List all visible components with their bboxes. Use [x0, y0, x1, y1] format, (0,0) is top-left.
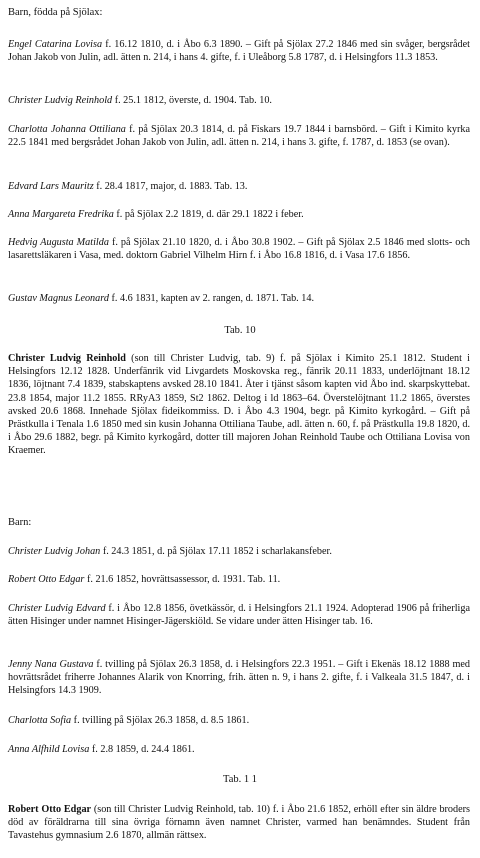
tab11-heading: Tab. 1 1	[223, 774, 257, 785]
child-name: Edvard Lars Mauritz	[8, 181, 94, 192]
tab10-heading: Tab. 10	[224, 325, 256, 336]
intro-heading: Barn, födda på Sjölax:	[8, 7, 103, 18]
child-text: f. 25.1 1812, överste, d. 1904. Tab. 10.	[112, 95, 272, 106]
child-name: Anna Alfhild Lovisa	[8, 744, 90, 755]
child-text: f. 24.3 1851, d. på Sjölax 17.11 1852 i scharlakansfeber.	[100, 546, 332, 557]
child-text: f. tvilling på Sjölax 26.3 1858, d. 8.5 1861.	[71, 715, 250, 726]
child-text: f. på Sjölax 20.3 1814, d. på Fiskars 19.7 1844 i barnsbörd. – Gift i Kimito kyrka 22.5 1841 med bergsrådet Johan Jakob von Julin, adl. ätten n. 214, i hans 3. gifte, f. 1787, d. 1853 (se ovan).	[8, 124, 470, 149]
child-entry-charlotta	[8, 123, 470, 149]
tab10-person-name: Christer Ludvig Reinhold	[8, 353, 126, 364]
tab10-child-entry	[8, 602, 470, 628]
child-name: Robert Otto Edgar	[8, 574, 85, 585]
tab11-entry	[8, 803, 470, 843]
child-entry-gustav	[8, 292, 470, 305]
child-name: Anna Margareta Fredrika	[8, 209, 114, 220]
child-text: f. 21.6 1852, hovrättsassessor, d. 1931. Tab. 11.	[84, 574, 281, 585]
tab11-body: (son till Christer Ludvig Reinhold, tab. 10) f. i Åbo 21.6 1852, erhöll efter sin äldre broders död av föräldrarna till sina övriga förnamn även namnet Christer, varmed han benämndes. Student från Tavastehus gymnasium 2.6 1870, allmän rättsex.	[8, 804, 470, 842]
child-name: Jenny Nana Gustava	[8, 659, 94, 670]
child-text: f. tvilling på Sjölax 26.3 1858, d. i Helsingfors 22.3 1951. – Gift i Ekenäs 18.12 1888 med hovrättsrådet friherre Johannes Alarik von Knorring, frih. ätten n. 9, i hans 2. gifte, f. i Valkeala 31.5 1847, d. i Helsingfors 14.3 1909.	[8, 659, 470, 697]
child-text: f. i Åbo 12.8 1856, övetkässör, d. i Helsingfors 21.1 1924. Adopterad 1906 på friherliga ätten Hisinger under namnet Hisinger-Jägerskiöld. Se vidare under ätten Hisinger tab. 16.	[8, 603, 470, 628]
child-text: f. 4.6 1831, kapten av 2. rangen, d. 1871. Tab. 14.	[108, 293, 315, 304]
tab10-child-entry	[8, 743, 470, 756]
child-entry-engel	[8, 38, 470, 64]
child-text: f. 28.4 1817, major, d. 1883. Tab. 13.	[93, 181, 248, 192]
child-text: f. 16.12 1810, d. i Åbo 6.3 1890. – Gift på Sjölax 27.2 1846 med sin svåger, bergsrådet Johan Jakob von Julin, adl. ätten n. 214, i hans 4. gifte, f. i Uleåborg 5.8 1787, d. i Helsingfors 11.3 1853.	[8, 39, 470, 64]
tab10-entry	[8, 352, 470, 458]
child-entry-christer	[8, 94, 470, 107]
child-name: Christer Ludvig Edvard	[8, 603, 106, 614]
child-entry-anna-margareta	[8, 208, 470, 221]
tab10-child-entry	[8, 545, 470, 558]
child-entry-edvard	[8, 180, 470, 193]
tab10-body: (son till Christer Ludvig, tab. 9) f. på Sjölax i Kimito 25.1 1812. Student i Helsingfors 12.12 1828. Underfänrik vid Livgardets Moskovska reg., fänrik 20.11 1833, underlöjtnant 18.12 1836, löjtnant 7.4 1839, stabskaptens avsked 28.10 1841. Åter i tjänst såsom kapten vid Åbo ind. skarpskyttebat. 23.8 1854, major 11.2 1855. RRyA3 1859, St2 1862. Deltog i ld 1863–64. Överstelöjtnant 11.2 1865, överstes avsked 20.6 1868. Innehade Sjölax fideikommiss. D. i Åbo 4.3 1904, begr. på Kimito kyrkogård. – Gift på Prästkulla i Tenala 1.6 1850 med sin kusin Johanna Ottiliana Taube, adl. ätten n. 60, f. på Prästkulla 19.8 1820, d. i Åbo 29.6 1882, begr. på Kimito kyrkogård, dotter till majoren Johan Reinhold Taube och Ottiliana Lovisa von Kraemer.	[8, 353, 471, 457]
child-entry-hedvig	[8, 236, 470, 262]
child-name: Charlotta Johanna Ottiliana	[8, 124, 126, 135]
child-name: Gustav Magnus Leonard	[8, 293, 109, 304]
child-name: Christer Ludvig Johan	[8, 546, 101, 557]
tab10-children-heading: Barn:	[8, 517, 32, 528]
child-name: Charlotta Sofia	[8, 715, 72, 726]
child-text: f. på Sjölax 21.10 1820, d. i Åbo 30.8 1902. – Gift på Sjölax 2.5 1846 med slotts- och lasarettsläkaren i Vasa, med. doktorn Gabriel Vilhelm Hirn f. i Åbo 16.8 1816, d. i Vasa 17.6 1856.	[8, 237, 470, 262]
child-text: f. på Sjölax 2.2 1819, d. där 29.1 1822 i feber.	[113, 209, 304, 220]
tab10-child-entry	[8, 658, 470, 698]
tab10-child-entry	[8, 573, 470, 586]
child-name: Christer Ludvig Reinhold	[8, 95, 113, 106]
tab11-person-name: Robert Otto Edgar	[8, 804, 92, 815]
child-text: f. 2.8 1859, d. 24.4 1861.	[89, 744, 195, 755]
child-name: Engel Catarina Lovisa	[8, 39, 103, 50]
tab10-child-entry	[8, 714, 470, 727]
child-name: Hedvig Augusta Matilda	[8, 237, 109, 248]
